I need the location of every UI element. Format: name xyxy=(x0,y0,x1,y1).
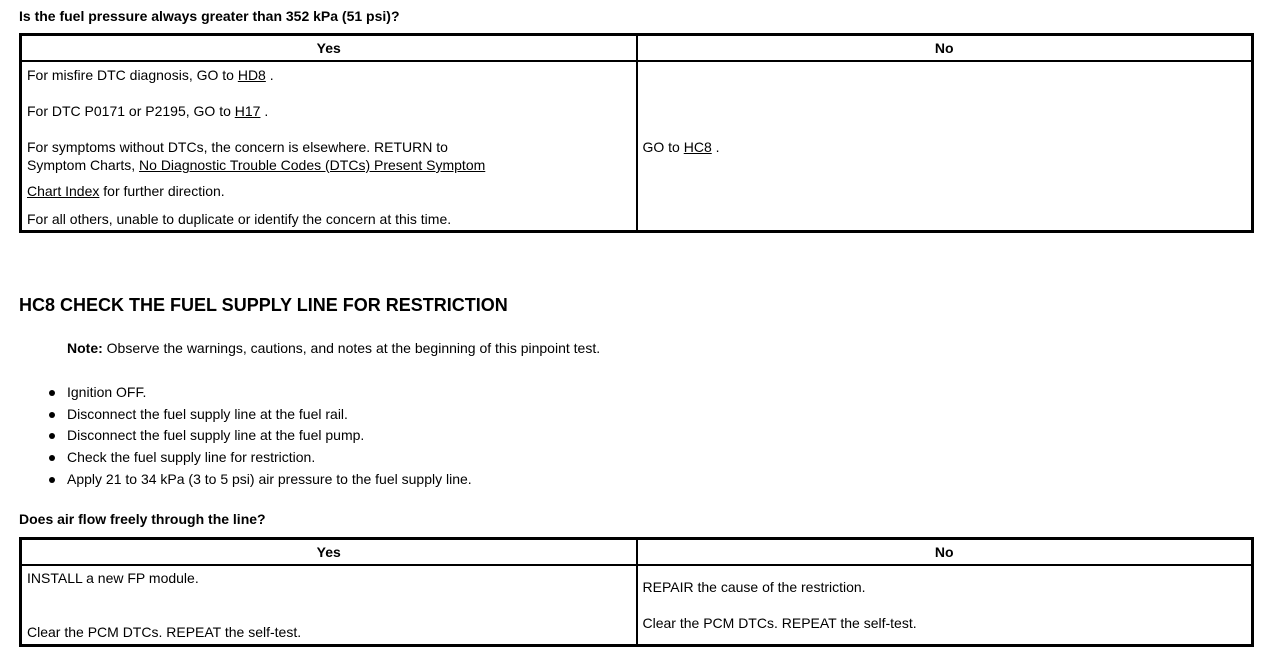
list-item xyxy=(19,469,472,491)
yes-line-text: For all others, unable to duplicate or identify the concern at this time. xyxy=(27,211,452,227)
yes-line-install: INSTALL a new FP module. xyxy=(27,570,199,586)
no-header: No xyxy=(637,539,1253,566)
yes-line-clear: Clear the PCM DTCs. REPEAT the self-test. xyxy=(27,624,302,640)
step-text: Check the fuel supply line for restriction. xyxy=(67,449,316,466)
step-text: Ignition OFF. xyxy=(67,384,147,400)
step-text: Apply 21 to 34 kPa (3 to 5 psi) air pressure to the fuel supply line. xyxy=(67,470,472,487)
list-item xyxy=(19,447,472,469)
yes-line-text: for further direction. xyxy=(99,183,225,199)
list-item xyxy=(19,404,472,426)
yes-line-p0171 xyxy=(27,103,268,119)
yes-header: Yes xyxy=(21,539,637,566)
link-hc8[interactable]: HC8 xyxy=(683,139,712,155)
list-item xyxy=(19,382,472,404)
step-list xyxy=(19,382,472,490)
link-hd8[interactable]: HD8 xyxy=(237,67,266,83)
bullet-icon xyxy=(49,390,55,396)
question-air-flow: Does air flow freely through the line? xyxy=(19,511,266,527)
link-no-dtc-symptom[interactable]: No Diagnostic Trouble Codes (DTCs) Present Symptom xyxy=(139,157,486,173)
no-line-clear: Clear the PCM DTCs. REPEAT the self-test. xyxy=(642,615,917,631)
yes-line-all-others xyxy=(27,211,451,227)
yes-line-symptoms xyxy=(27,139,448,155)
note-label: Note: xyxy=(67,340,103,356)
link-chart-index[interactable]: Chart Index xyxy=(27,183,100,199)
no-line-repair: REPAIR the cause of the restriction. xyxy=(642,579,866,595)
bullet-icon xyxy=(49,455,55,461)
link-h17[interactable]: H17 xyxy=(234,103,261,119)
note xyxy=(67,340,600,356)
yes-line-text: For DTC P0171 or P2195, GO to xyxy=(27,103,235,119)
question-fuel-pressure: Is the fuel pressure always greater than 352 kPa (51 psi)? xyxy=(19,8,400,24)
yes-line-chart-index xyxy=(27,183,225,199)
fuel-pressure-result-table xyxy=(19,33,1254,233)
bullet-icon xyxy=(49,412,55,418)
bullet-icon xyxy=(49,477,55,483)
yes-line-misfire xyxy=(27,67,274,83)
yes-cell xyxy=(21,61,637,231)
section-title: HC8 CHECK THE FUEL SUPPLY LINE FOR RESTRICTION xyxy=(19,295,508,315)
no-line-text: . xyxy=(711,139,720,155)
yes-line-text: For misfire DTC diagnosis, GO to xyxy=(27,67,238,83)
list-item xyxy=(19,425,472,447)
no-cell xyxy=(637,565,1253,645)
no-line-goto xyxy=(643,139,720,155)
no-line-text: GO to xyxy=(642,139,684,155)
yes-line-text: . xyxy=(260,103,269,119)
step-text: Disconnect the fuel supply line at the fuel rail. xyxy=(67,405,348,422)
no-header: No xyxy=(637,35,1253,62)
yes-line-text: . xyxy=(265,67,274,83)
step-text: Disconnect the fuel supply line at the fuel pump. xyxy=(67,427,365,444)
note-text: Observe the warnings, cautions, and notes at the beginning of this pinpoint test. xyxy=(102,340,601,356)
yes-header: Yes xyxy=(21,35,637,62)
yes-line-text: For symptoms without DTCs, the concern is elsewhere. RETURN to xyxy=(27,139,448,155)
bullet-icon xyxy=(49,433,55,439)
yes-line-text: Symptom Charts, xyxy=(27,157,140,173)
yes-line-symptom-charts xyxy=(27,157,485,173)
no-cell xyxy=(637,61,1253,231)
yes-cell xyxy=(21,565,637,645)
air-flow-result-table xyxy=(19,537,1254,647)
